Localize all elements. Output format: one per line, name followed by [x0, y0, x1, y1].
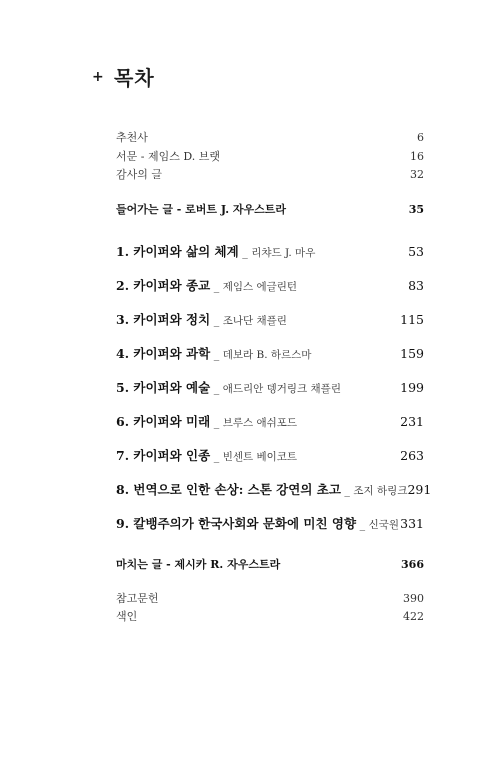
- toc-chapter-9[interactable]: [116, 514, 424, 532]
- toc-chapter-5[interactable]: [116, 378, 424, 396]
- chapter-page: 291: [407, 482, 432, 497]
- chapter-page: 83: [408, 278, 424, 293]
- chapter-author: 조나단 채플린: [222, 315, 287, 327]
- toc-entry-title: 색인: [116, 610, 138, 623]
- toc-entry-page: 35: [408, 203, 424, 216]
- toc-chapter-1[interactable]: [116, 242, 424, 260]
- chapter-separator: _: [210, 314, 223, 327]
- toc-entry-page: 366: [401, 558, 424, 571]
- toc-entry-title: 마치는 글 - 제시카 R. 자우스트라: [116, 558, 281, 571]
- chapter-page: 115: [400, 312, 424, 327]
- chapter-author: 리챠드 J. 마우: [251, 247, 316, 259]
- chapter-title: 7. 카이퍼와 인종: [116, 448, 211, 463]
- chapter-page: 231: [400, 414, 424, 429]
- plus-marker: +: [92, 68, 104, 85]
- chapter-separator: _: [210, 382, 223, 395]
- chapter-title: 1. 카이퍼와 삶의 체계: [116, 244, 239, 259]
- chapter-title: 9. 칼뱅주의가 한국사회와 문화에 미친 영향: [116, 516, 357, 531]
- chapter-page: 159: [400, 346, 424, 361]
- chapter-separator: _: [210, 450, 223, 463]
- chapter-page: 199: [400, 380, 424, 395]
- chapter-author: 조지 하링크: [353, 485, 408, 497]
- toc-chapter-4[interactable]: [116, 344, 424, 362]
- toc-entry-page: 16: [410, 150, 424, 163]
- toc-chapter-3[interactable]: [116, 310, 424, 328]
- chapter-separator: _: [238, 246, 252, 259]
- toc-entry-title: 서문 - 제임스 D. 브랫: [116, 150, 221, 163]
- toc-entry-page: 6: [417, 131, 424, 144]
- toc-entry-index[interactable]: [116, 608, 424, 624]
- toc-entry-acknowledgments[interactable]: [116, 166, 424, 182]
- chapter-separator: _: [210, 280, 223, 293]
- toc-entry-title: 참고문헌: [116, 592, 159, 605]
- toc-entry-preface-recommendation[interactable]: [116, 129, 424, 145]
- toc-entry-conclusion[interactable]: [116, 556, 424, 572]
- toc-entry-title: 들어가는 글 - 로버트 J. 자우스트라: [116, 203, 287, 216]
- chapter-title: 5. 카이퍼와 예술: [116, 380, 211, 395]
- toc-entry-title: 감사의 글: [116, 168, 163, 181]
- toc-entry-foreword[interactable]: [116, 148, 424, 164]
- toc-entry-page: 422: [403, 610, 424, 623]
- chapter-page: 53: [408, 244, 424, 259]
- chapter-author: 애드리안 뎅거링크 채플린: [222, 383, 341, 395]
- page-title: 목차: [114, 66, 155, 90]
- toc-chapter-6[interactable]: [116, 412, 424, 430]
- chapter-title: 2. 카이퍼와 종교: [116, 278, 211, 293]
- chapter-author: 브루스 애쉬포드: [222, 417, 298, 429]
- chapter-page: 263: [400, 448, 424, 463]
- toc-chapter-8[interactable]: [116, 480, 432, 498]
- chapter-author: 데보라 B. 하르스마: [222, 349, 312, 361]
- toc-chapter-7[interactable]: [116, 446, 424, 464]
- chapter-author: 빈센트 베이코트: [222, 451, 298, 463]
- chapter-page: 331: [400, 516, 424, 531]
- chapter-author: 제임스 에글린턴: [222, 281, 298, 293]
- chapter-separator: _: [210, 348, 223, 361]
- toc-chapter-2[interactable]: [116, 276, 424, 294]
- chapter-title: 4. 카이퍼와 과학: [116, 346, 211, 361]
- chapter-title: 6. 카이퍼와 미래: [116, 414, 211, 429]
- chapter-author: 신국원: [368, 519, 400, 531]
- chapter-title: 3. 카이퍼와 정치: [116, 312, 211, 327]
- toc-entry-title: 추천사: [116, 131, 148, 144]
- chapter-separator: _: [210, 416, 223, 429]
- chapter-title: 8. 번역으로 인한 손상: 스톤 강연의 초고: [116, 482, 341, 497]
- toc-entry-bibliography[interactable]: [116, 590, 424, 606]
- toc-entry-introduction[interactable]: [116, 201, 424, 217]
- toc-entry-page: 32: [410, 168, 424, 181]
- chapter-separator: _: [340, 484, 354, 497]
- toc-header: [92, 62, 155, 91]
- chapter-separator: _: [356, 518, 369, 531]
- toc-entry-page: 390: [403, 592, 424, 605]
